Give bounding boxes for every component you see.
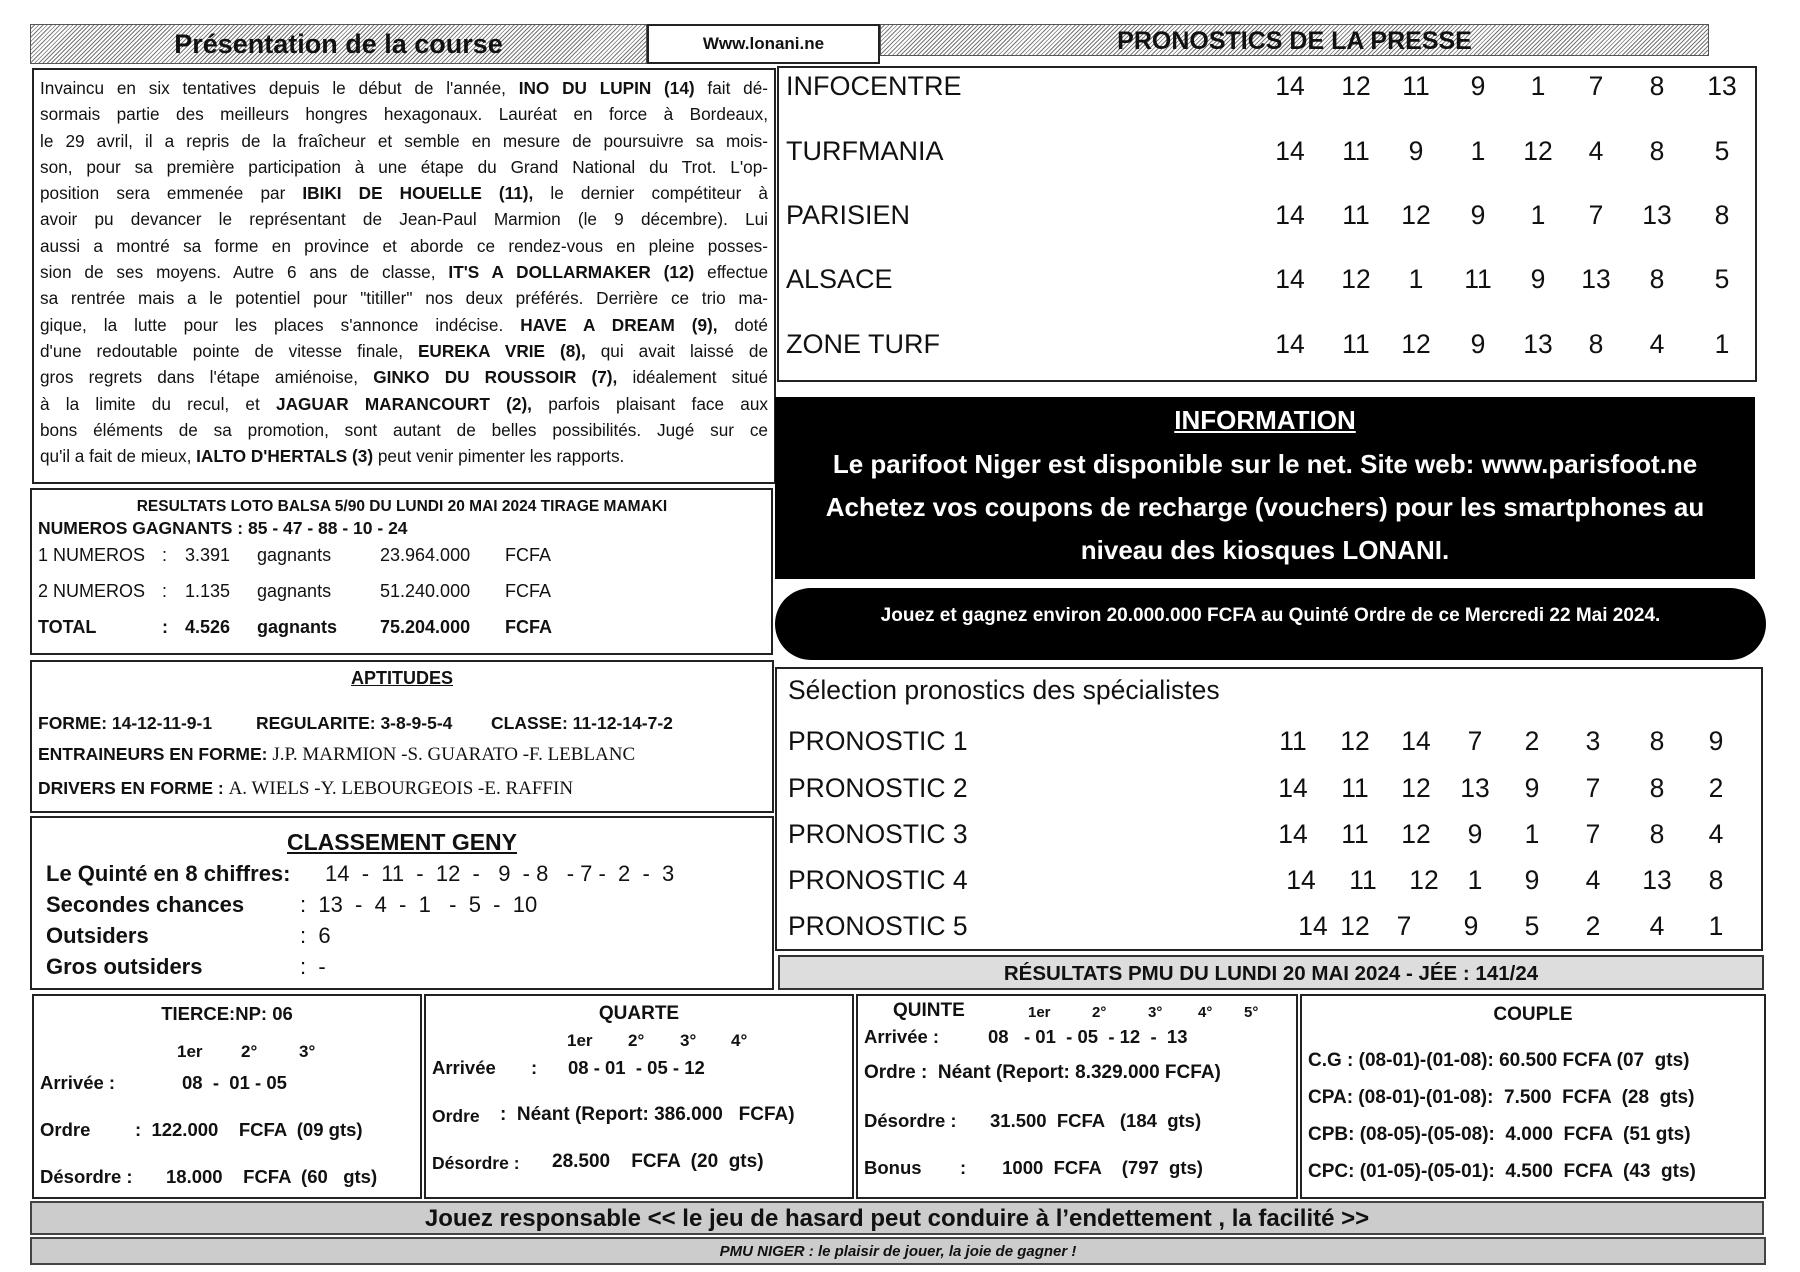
specialist-pick-number: 13: [1642, 865, 1672, 895]
specialists-box: [775, 667, 1763, 951]
loto-row-count: 4.526: [185, 617, 231, 637]
specialist-pick-number: 7: [1396, 911, 1412, 941]
presentation-text-segment: le dernier compétiteur à: [533, 183, 768, 204]
press-pick-number: 8: [1649, 264, 1665, 294]
presentation-line: [40, 417, 768, 443]
specialist-pick-number: 1: [1708, 911, 1724, 941]
presentation-line: [40, 75, 768, 101]
classement-value: 14 - 11 - 12 - 9 - 8 - 7 - 2 - 3: [325, 861, 675, 886]
presentation-text-segment: à la limite du recul, et: [40, 393, 277, 414]
loto-row-amount: 51.240.000: [380, 581, 471, 601]
quarte-pos-4: 4°: [731, 1031, 748, 1050]
information-line-3: niveau des kiosques LONANI.: [1080, 535, 1450, 565]
press-pick-number: 9: [1470, 71, 1486, 101]
quarte-arrivee-label: Arrivée: [432, 1057, 496, 1078]
specialist-pick-number: 8: [1649, 726, 1665, 756]
information-title: INFORMATION: [1174, 405, 1356, 435]
press-pick-number: 12: [1401, 329, 1431, 359]
classement-label: Le Quinté en 8 chiffres:: [46, 861, 291, 886]
aptitudes-entraineurs: [38, 744, 635, 766]
quinte-pos-2: 2°: [1092, 1004, 1107, 1021]
presentation-text-segment: bons éléments de sa promotion, sont autant de belles possibilités. Jugé sur ce: [40, 419, 768, 440]
quarte-ordre-label: Ordre: [432, 1106, 480, 1126]
presentation-line: [40, 154, 768, 180]
quinte-desordre: 31.500 FCFA (184 gts): [990, 1110, 1202, 1131]
press-pick-number: 11: [1402, 71, 1430, 101]
classement-value: : -: [300, 954, 326, 979]
drivers-label: DRIVERS EN FORME :: [38, 778, 229, 798]
horse-name: EUREKA VRIE (8),: [417, 340, 586, 361]
specialist-pick-number: 2: [1524, 726, 1540, 756]
press-pick-number: 8: [1649, 136, 1665, 166]
presentation-line: [40, 364, 768, 390]
press-source-name: ZONE TURF: [786, 329, 940, 359]
specialist-pick-number: 11: [1349, 865, 1377, 895]
press-pick-number: 1: [1470, 136, 1486, 166]
horse-name: HAVE A DREAM (9),: [520, 314, 718, 335]
press-pick-number: 1: [1530, 200, 1546, 230]
specialist-pick-number: 8: [1708, 865, 1724, 895]
site-link[interactable]: Www.lonani.ne: [647, 24, 880, 64]
presentation-text-segment: avoir pu devancer le représentant de Jean-Paul Marmion (le 9 décembre). Lui: [40, 209, 768, 230]
couple-title: COUPLE: [1493, 1004, 1573, 1025]
press-pick-number: 1: [1530, 71, 1546, 101]
press-pick-number: 4: [1588, 136, 1604, 166]
specialist-pick-number: 12: [1340, 726, 1370, 756]
presentation-text-segment: sion de ses moyens. Autre 6 ans de classe,: [40, 262, 449, 283]
horse-name: IT'S A DOLLARMAKER (12): [448, 262, 695, 283]
press-pick-number: 9: [1530, 264, 1546, 294]
tierce-pos-1: 1er: [177, 1042, 203, 1061]
classement-value: : 6: [300, 923, 331, 948]
presentation-text-segment: doté: [717, 314, 768, 335]
quinte-pos-5: 5°: [1244, 1004, 1259, 1021]
press-pick-number: 8: [1714, 200, 1730, 230]
tierce-ordre-label: Ordre: [40, 1119, 91, 1140]
tierce-title: TIERCE:NP: 06: [161, 1003, 293, 1024]
tierce-arrivee-label: Arrivée :: [40, 1072, 116, 1093]
quarte-title: QUARTE: [598, 1003, 680, 1024]
presentation-line: [40, 101, 768, 127]
presentation-line: [40, 180, 768, 206]
quarte-pos-3: 3°: [680, 1031, 697, 1050]
press-pick-number: 11: [1342, 329, 1370, 359]
specialist-pick-number: 7: [1585, 773, 1601, 803]
specialist-pick-number: 11: [1341, 773, 1369, 803]
presentation-text-segment: qui avait laissé de: [585, 340, 769, 361]
presentation-text-segment: sormais partie des meilleurs hongres hexagonaux. Lauréat en force à Bordeaux,: [40, 104, 768, 125]
press-pick-number: 1: [1714, 329, 1730, 359]
specialist-pick-number: 7: [1467, 726, 1483, 756]
presentation-text-segment: le 29 avril, il a repris de la fraîcheur et semble en mesure de poursuivre sa mois-: [40, 130, 768, 151]
quarte-pos-2: 2°: [628, 1031, 645, 1050]
specialist-pronostic-name: PRONOSTIC 5: [788, 911, 968, 941]
jackpot-banner: Jouez et gagnez environ 20.000.000 FCFA au Quinté Ordre de ce Mercredi 22 Mai 2024.: [775, 588, 1766, 660]
press-pick-number: 11: [1342, 136, 1370, 166]
press-pick-number: 7: [1588, 71, 1604, 101]
responsible-gaming-notice: Jouez responsable << le jeu de hasard peut conduire à l’endettement , la facilité >>: [30, 1201, 1764, 1235]
pmu-slogan: PMU NIGER : le plaisir de jouer, la joie de gagner !: [30, 1237, 1766, 1265]
press-pick-number: 5: [1714, 264, 1730, 294]
tierce-pos-3: 3°: [299, 1042, 316, 1061]
specialist-pick-number: 1: [1467, 865, 1483, 895]
press-pick-number: 9: [1470, 200, 1486, 230]
quinte-bonus: : 1000 FCFA (797 gts): [960, 1157, 1203, 1178]
couple-row-cg: C.G : (08-01)-(01-08): 60.500 FCFA (07 gts): [1308, 1050, 1690, 1071]
presentation-text-segment: gique, la lutte pour les places s'annonce indécise.: [40, 314, 521, 335]
tierce-arrivee: 08 - 01 - 05: [182, 1072, 287, 1093]
press-pick-number: 12: [1401, 200, 1431, 230]
horse-name: JAGUAR MARANCOURT (2),: [276, 393, 532, 414]
quinte-pos-3: 3°: [1148, 1004, 1163, 1021]
presentation-line: [40, 338, 768, 364]
press-pick-number: 9: [1408, 136, 1424, 166]
quinte-desordre-label: Désordre :: [864, 1110, 957, 1131]
specialist-pick-number: 7: [1585, 819, 1601, 849]
specialist-pick-number: 9: [1467, 819, 1483, 849]
specialist-pronostic-name: PRONOSTIC 1: [788, 726, 968, 756]
specialist-pick-number: 14: [1278, 819, 1308, 849]
classement-label: Outsiders: [46, 923, 149, 948]
press-pick-number: 14: [1275, 136, 1305, 166]
press-pick-number: 11: [1464, 264, 1492, 294]
loto-row-currency: FCFA: [505, 581, 552, 601]
specialist-pronostic-name: PRONOSTIC 4: [788, 865, 968, 895]
presentation-text-segment: parfois plaisant face aux: [531, 393, 768, 414]
aptitudes-forme: FORME: 14-12-11-9-1: [38, 713, 213, 733]
tierce-desordre-label: Désordre :: [40, 1166, 133, 1187]
aptitudes-regularite: REGULARITE: 3-8-9-5-4: [256, 713, 453, 733]
press-pick-number: 14: [1275, 329, 1305, 359]
presentation-line: [40, 233, 768, 259]
presentation-text: [40, 75, 768, 469]
specialist-pronostic-name: PRONOSTIC 2: [788, 773, 968, 803]
press-pick-number: 13: [1642, 200, 1672, 230]
horse-name: IBIKI DE HOUELLE (11),: [302, 183, 534, 204]
loto-row-count: 1.135: [185, 581, 231, 601]
specialist-pick-number: 12: [1401, 773, 1431, 803]
press-pick-number: 4: [1649, 329, 1665, 359]
presentation-text-segment: son, pour sa première participation à une étape du Grand National du Trot. L'op-: [40, 156, 768, 177]
press-pick-number: 5: [1714, 136, 1730, 166]
presentation-line: [40, 285, 768, 311]
presentation-text-segment: gros regrets dans l'étape amiénoise,: [40, 367, 374, 388]
press-pick-number: 13: [1581, 264, 1611, 294]
press-pick-number: 8: [1649, 71, 1665, 101]
specialist-pick-number: 3: [1585, 726, 1601, 756]
quinte-title: QUINTE: [893, 1000, 965, 1021]
specialist-pick-number: 11: [1341, 819, 1369, 849]
specialist-pick-number: 2: [1708, 773, 1724, 803]
press-source-name: INFOCENTRE: [786, 71, 962, 101]
press-pick-number: 12: [1341, 264, 1371, 294]
press-source-name: PARISIEN: [786, 200, 911, 230]
quarte-arrivee: : 08 - 01 - 05 - 12: [531, 1057, 705, 1078]
press-pick-number: 12: [1341, 71, 1371, 101]
quinte-arrivee-label: Arrivée :: [864, 1026, 940, 1047]
loto-row-label: 2 NUMEROS: [38, 581, 146, 601]
pmu-results-header: RÉSULTATS PMU DU LUNDI 20 MAI 2024 - JÉE : 141/24: [778, 955, 1764, 990]
drivers-value: A. WIELS -Y. LEBOURGEOIS -E. RAFFIN: [228, 778, 574, 799]
specialist-pick-number: 11: [1279, 726, 1307, 756]
presentation-text-segment: position sera emmenée par: [40, 183, 303, 204]
loto-winning-numbers: NUMEROS GAGNANTS : 85 - 47 - 88 - 10 - 24: [38, 518, 408, 538]
couple-row-cpb: CPB: (08-05)-(05-08): 4.000 FCFA (51 gts): [1308, 1124, 1691, 1145]
press-pick-number: 11: [1342, 200, 1370, 230]
presentation-line: [40, 259, 768, 285]
presentation-text-segment: d'une redoutable pointe de vitesse finale,: [40, 340, 418, 361]
presentation-text-segment: effectue: [694, 262, 769, 283]
information-line-1: Le parifoot Niger est disponible sur le net. Site web: www.parisfoot.ne: [832, 449, 1698, 479]
press-pick-number: 7: [1588, 200, 1604, 230]
loto-row-separator: :: [162, 617, 168, 637]
specialist-pick-number: 5: [1524, 911, 1540, 941]
presentation-text-segment: idéalement situé: [617, 367, 768, 388]
loto-row-count: 3.391: [185, 545, 231, 565]
presentation-line: [40, 443, 768, 469]
specialist-pick-number: 14: [1286, 865, 1316, 895]
presentation-text-segment: qu'il a fait de mieux,: [40, 446, 197, 467]
classement-label: Gros outsiders: [46, 954, 203, 979]
specialists-title: Sélection pronostics des spécialistes: [788, 675, 1220, 705]
loto-row-separator: :: [162, 581, 168, 601]
press-pick-number: 8: [1588, 329, 1604, 359]
classement-label: Secondes chances: [46, 892, 245, 917]
press-pick-number: 14: [1275, 71, 1305, 101]
loto-row-amount: 23.964.000: [380, 545, 471, 565]
horse-name: INO DU LUPIN (14): [518, 78, 695, 98]
specialist-pick-number: 12: [1401, 819, 1431, 849]
specialist-pick-number: 12: [1409, 865, 1439, 895]
loto-row-word: gagnants: [257, 617, 338, 637]
specialist-pick-number: 14: [1298, 911, 1328, 941]
presentation-text-segment: Invaincu en six tentatives depuis le début de l'année,: [40, 78, 519, 98]
press-pick-number: 13: [1523, 329, 1553, 359]
quinte-pos-1: 1er: [1028, 1004, 1051, 1021]
tierce-pos-2: 2°: [241, 1042, 258, 1061]
loto-row-label: 1 NUMEROS: [38, 545, 146, 565]
quarte-pos-1: 1er: [567, 1031, 593, 1050]
quinte-pos-4: 4°: [1198, 1004, 1213, 1021]
quinte-bonus-label: Bonus: [864, 1157, 922, 1178]
specialist-pick-number: 9: [1524, 865, 1540, 895]
entraineurs-label: ENTRAINEURS EN FORME:: [38, 744, 273, 764]
aptitudes-title: APTITUDES: [350, 668, 453, 688]
couple-row-cpc: CPC: (01-05)-(05-01): 4.500 FCFA (43 gts): [1308, 1161, 1696, 1182]
presentation-line: [40, 312, 768, 338]
presentation-line: [40, 206, 768, 232]
specialist-pick-number: 4: [1649, 911, 1665, 941]
loto-title: RESULTATS LOTO BALSA 5/90 DU LUNDI 20 MAI 2024 TIRAGE MAMAKI: [136, 498, 668, 515]
press-pick-number: 13: [1707, 71, 1737, 101]
specialist-pick-number: 14: [1401, 726, 1431, 756]
left-header-title: Présentation de la course: [174, 29, 503, 59]
presentation-line: [40, 391, 768, 417]
specialist-pick-number: 9: [1708, 726, 1724, 756]
specialist-pick-number: 4: [1708, 819, 1724, 849]
specialist-pick-number: 1: [1524, 819, 1540, 849]
press-pick-number: 12: [1523, 136, 1553, 166]
aptitudes-classe: CLASSE: 11-12-14-7-2: [491, 713, 673, 733]
specialist-pick-number: 14: [1278, 773, 1308, 803]
tierce-ordre: : 122.000 FCFA (09 gts): [135, 1119, 363, 1140]
loto-row-currency: FCFA: [505, 617, 552, 637]
horse-name: IALTO D'HERTALS (3): [196, 446, 374, 467]
quarte-desordre-label: Désordre :: [432, 1153, 520, 1173]
right-header-title: PRONOSTICS DE LA PRESSE: [1117, 27, 1472, 55]
specialist-pick-number: 9: [1524, 773, 1540, 803]
press-source-name: TURFMANIA: [786, 136, 944, 166]
specialist-pick-number: 8: [1649, 819, 1665, 849]
presentation-text-segment: sa rentrée mais a le potentiel pour "titiller" nos deux préférés. Derrière ce trio ma-: [40, 288, 768, 309]
press-pick-number: 9: [1470, 329, 1486, 359]
presentation-line: [40, 128, 768, 154]
press-pick-number: 14: [1275, 200, 1305, 230]
aptitudes-drivers: [38, 778, 573, 800]
couple-row-cpa: CPA: (08-01)-(01-08): 7.500 FCFA (28 gts): [1308, 1087, 1695, 1108]
horse-name: GINKO DU ROUSSOIR (7),: [373, 367, 618, 388]
specialist-pick-number: 12: [1340, 911, 1370, 941]
press-pick-number: 1: [1408, 264, 1424, 294]
specialist-pick-number: 13: [1460, 773, 1490, 803]
quarte-desordre: 28.500 FCFA (20 gts): [552, 1151, 764, 1172]
presentation-text-segment: aussi a montré sa forme en province et aborde ce rendez-vous en pleine posses-: [40, 235, 768, 256]
loto-row-separator: :: [162, 545, 168, 565]
quinte-ordre: Ordre : Néant (Report: 8.329.000 FCFA): [864, 1062, 1221, 1083]
quarte-ordre: : Néant (Report: 386.000 FCFA): [500, 1104, 795, 1125]
press-pick-number: 14: [1275, 264, 1305, 294]
classement-title: CLASSEMENT GENY: [286, 829, 518, 855]
loto-row-word: gagnants: [257, 581, 332, 601]
information-line-2: Achetez vos coupons de recharge (vouchers) pour les smartphones au: [825, 492, 1705, 522]
loto-row-currency: FCFA: [505, 545, 552, 565]
specialist-pick-number: 2: [1585, 911, 1601, 941]
classement-value: : 13 - 4 - 1 - 5 - 10: [300, 892, 538, 917]
presentation-text-segment: fait dé-: [694, 78, 768, 98]
specialist-pronostic-name: PRONOSTIC 3: [788, 819, 968, 849]
loto-row-word: gagnants: [257, 545, 332, 565]
entraineurs-value: J.P. MARMION -S. GUARATO -F. LEBLANC: [272, 744, 636, 765]
specialist-pick-number: 9: [1463, 911, 1479, 941]
specialist-pick-number: 4: [1585, 865, 1601, 895]
loto-row-amount: 75.204.000: [380, 617, 471, 637]
press-source-name: ALSACE: [786, 264, 893, 294]
specialist-pick-number: 8: [1649, 773, 1665, 803]
loto-row-label: TOTAL: [38, 617, 97, 637]
quinte-arrivee: 08 - 01 - 05 - 12 - 13: [988, 1026, 1188, 1047]
tierce-desordre: 18.000 FCFA (60 gts): [166, 1166, 378, 1187]
presentation-text-segment: peut venir pimenter les rapports.: [373, 446, 625, 467]
